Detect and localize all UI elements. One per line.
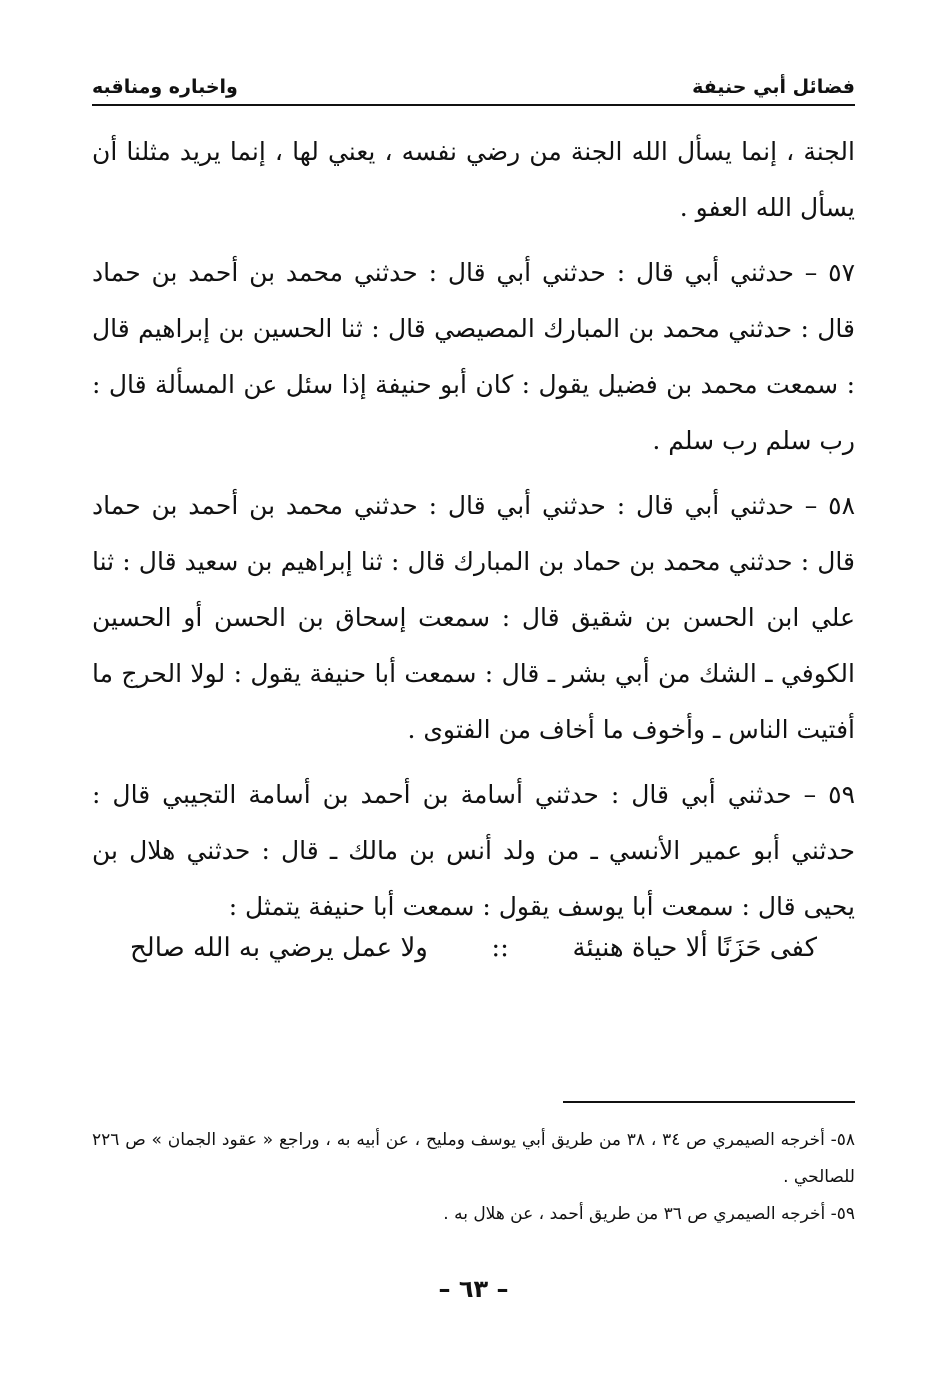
- footnote-59: ٥٩- أخرجه الصيمري ص ٣٦ من طريق أحمد ، عن هلال به .: [443, 1204, 855, 1224]
- footnotes: [92, 1122, 855, 1233]
- verse-separator: ::: [491, 933, 509, 963]
- header-section-title: واخباره ومناقبه: [92, 76, 238, 98]
- poetry-verse: [130, 920, 817, 976]
- paragraph-continuation: الجنة ، إنما يسأل الله الجنة من رضي نفسه ، يعني لها ، إنما يريد مثلنا أن يسأل الله العفو .: [92, 137, 855, 222]
- page-number: – ٦٣ –: [438, 1275, 509, 1303]
- footnote-rule: [563, 1101, 855, 1103]
- header-rule: [92, 104, 855, 106]
- paragraph-58: ٥٨ – حدثني أبي قال : حدثني أبي قال : حدثني محمد بن أحمد بن حماد قال : حدثني محمد بن حماد بن المبارك قال : ثنا إبراهيم بن سعيد قال : ثنا علي ابن الحسن بن شقيق قال : سمعت إسحاق بن الحسن أو الحسين الكوفي ـ الشك من أبي بشر ـ قال : سمعت أبا حنيفة يقول : لولا الحرج ما أفتيت الناس ـ وأخوف ما أخاف من الفتوى .: [92, 491, 855, 744]
- main-text: [92, 124, 855, 944]
- header-book-title: فضائل أبي حنيفة: [692, 76, 855, 98]
- verse-second-hemistich: ولا عمل يرضي به الله صالح: [130, 933, 428, 963]
- running-header: [92, 66, 855, 98]
- paragraph-59: ٥٩ – حدثني أبي قال : حدثني أسامة بن أحمد بن أسامة التجيبي قال : حدثني أبو عمير الأنسي ـ من ولد أنس بن مالك ـ قال : حدثني هلال بن يحيى قال : سمعت أبا يوسف يقول : سمعت أبا حنيفة يتمثل :: [92, 780, 855, 921]
- footnote-58: ٥٨- أخرجه الصيمري ص ٣٤ ، ٣٨ من طريق أبي يوسف ومليح ، عن أبيه به ، وراجع « عقود الجمان » ص ٢٢٦ للصالحي .: [92, 1130, 855, 1187]
- verse-first-hemistich: كفى حَزَنًا ألا حياة هنيئة: [572, 933, 817, 963]
- paragraph-57: ٥٧ – حدثني أبي قال : حدثني أبي قال : حدثني محمد بن أحمد بن حماد قال : حدثني محمد بن المبارك المصيصي قال : ثنا الحسين بن إبراهيم قال : سمعت محمد بن فضيل يقول : كان أبو حنيفة إذا سئل عن المسألة قال : رب سلم رب سلم .: [92, 258, 855, 455]
